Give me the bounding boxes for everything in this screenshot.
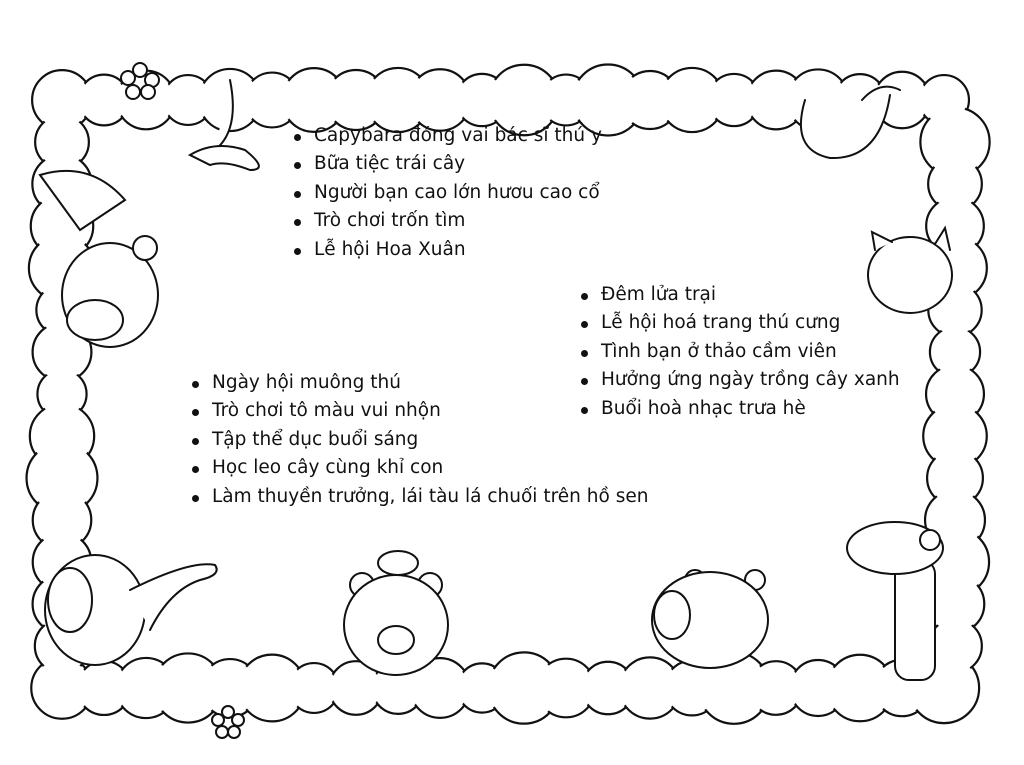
list-item: Lễ hội Hoa Xuân	[290, 236, 602, 264]
bird-drawing	[378, 551, 418, 575]
list-item: Bữa tiệc trái cây	[290, 150, 602, 178]
list-item: Trò chơi tô màu vui nhộn	[188, 397, 648, 425]
list-item: Hưởng ứng ngày trồng cây xanh	[577, 366, 900, 394]
cloud-bump	[930, 621, 979, 670]
list-item: Capybara đóng vai bác sĩ thú y	[290, 122, 602, 150]
list-item: Lễ hội hoá trang thú cưng	[577, 309, 900, 337]
activity-list-top	[290, 122, 602, 264]
list-item: Trò chơi trốn tìm	[290, 207, 602, 235]
list-item: Đêm lửa trại	[577, 281, 900, 309]
cloud-bump	[291, 665, 336, 710]
list-item: Người bạn cao lớn hươu cao cổ	[290, 179, 602, 207]
elephant-drawing	[45, 555, 217, 665]
bear-drawing	[344, 551, 448, 675]
list-item: Ngày hội muông thú	[188, 369, 648, 397]
capybara-drawing	[652, 570, 768, 668]
list-item: Tình bạn ở thảo cầm viên	[577, 338, 900, 366]
list-item: Tập thể dục buổi sáng	[188, 426, 648, 454]
list-item: Học leo cây cùng khỉ con	[188, 454, 648, 482]
activity-list-left	[188, 369, 648, 511]
list-item: Làm thuyền trưởng, lái tàu lá chuối trên hồ sen	[188, 483, 648, 511]
list-item: Buổi hoà nhạc trưa hè	[577, 395, 900, 423]
